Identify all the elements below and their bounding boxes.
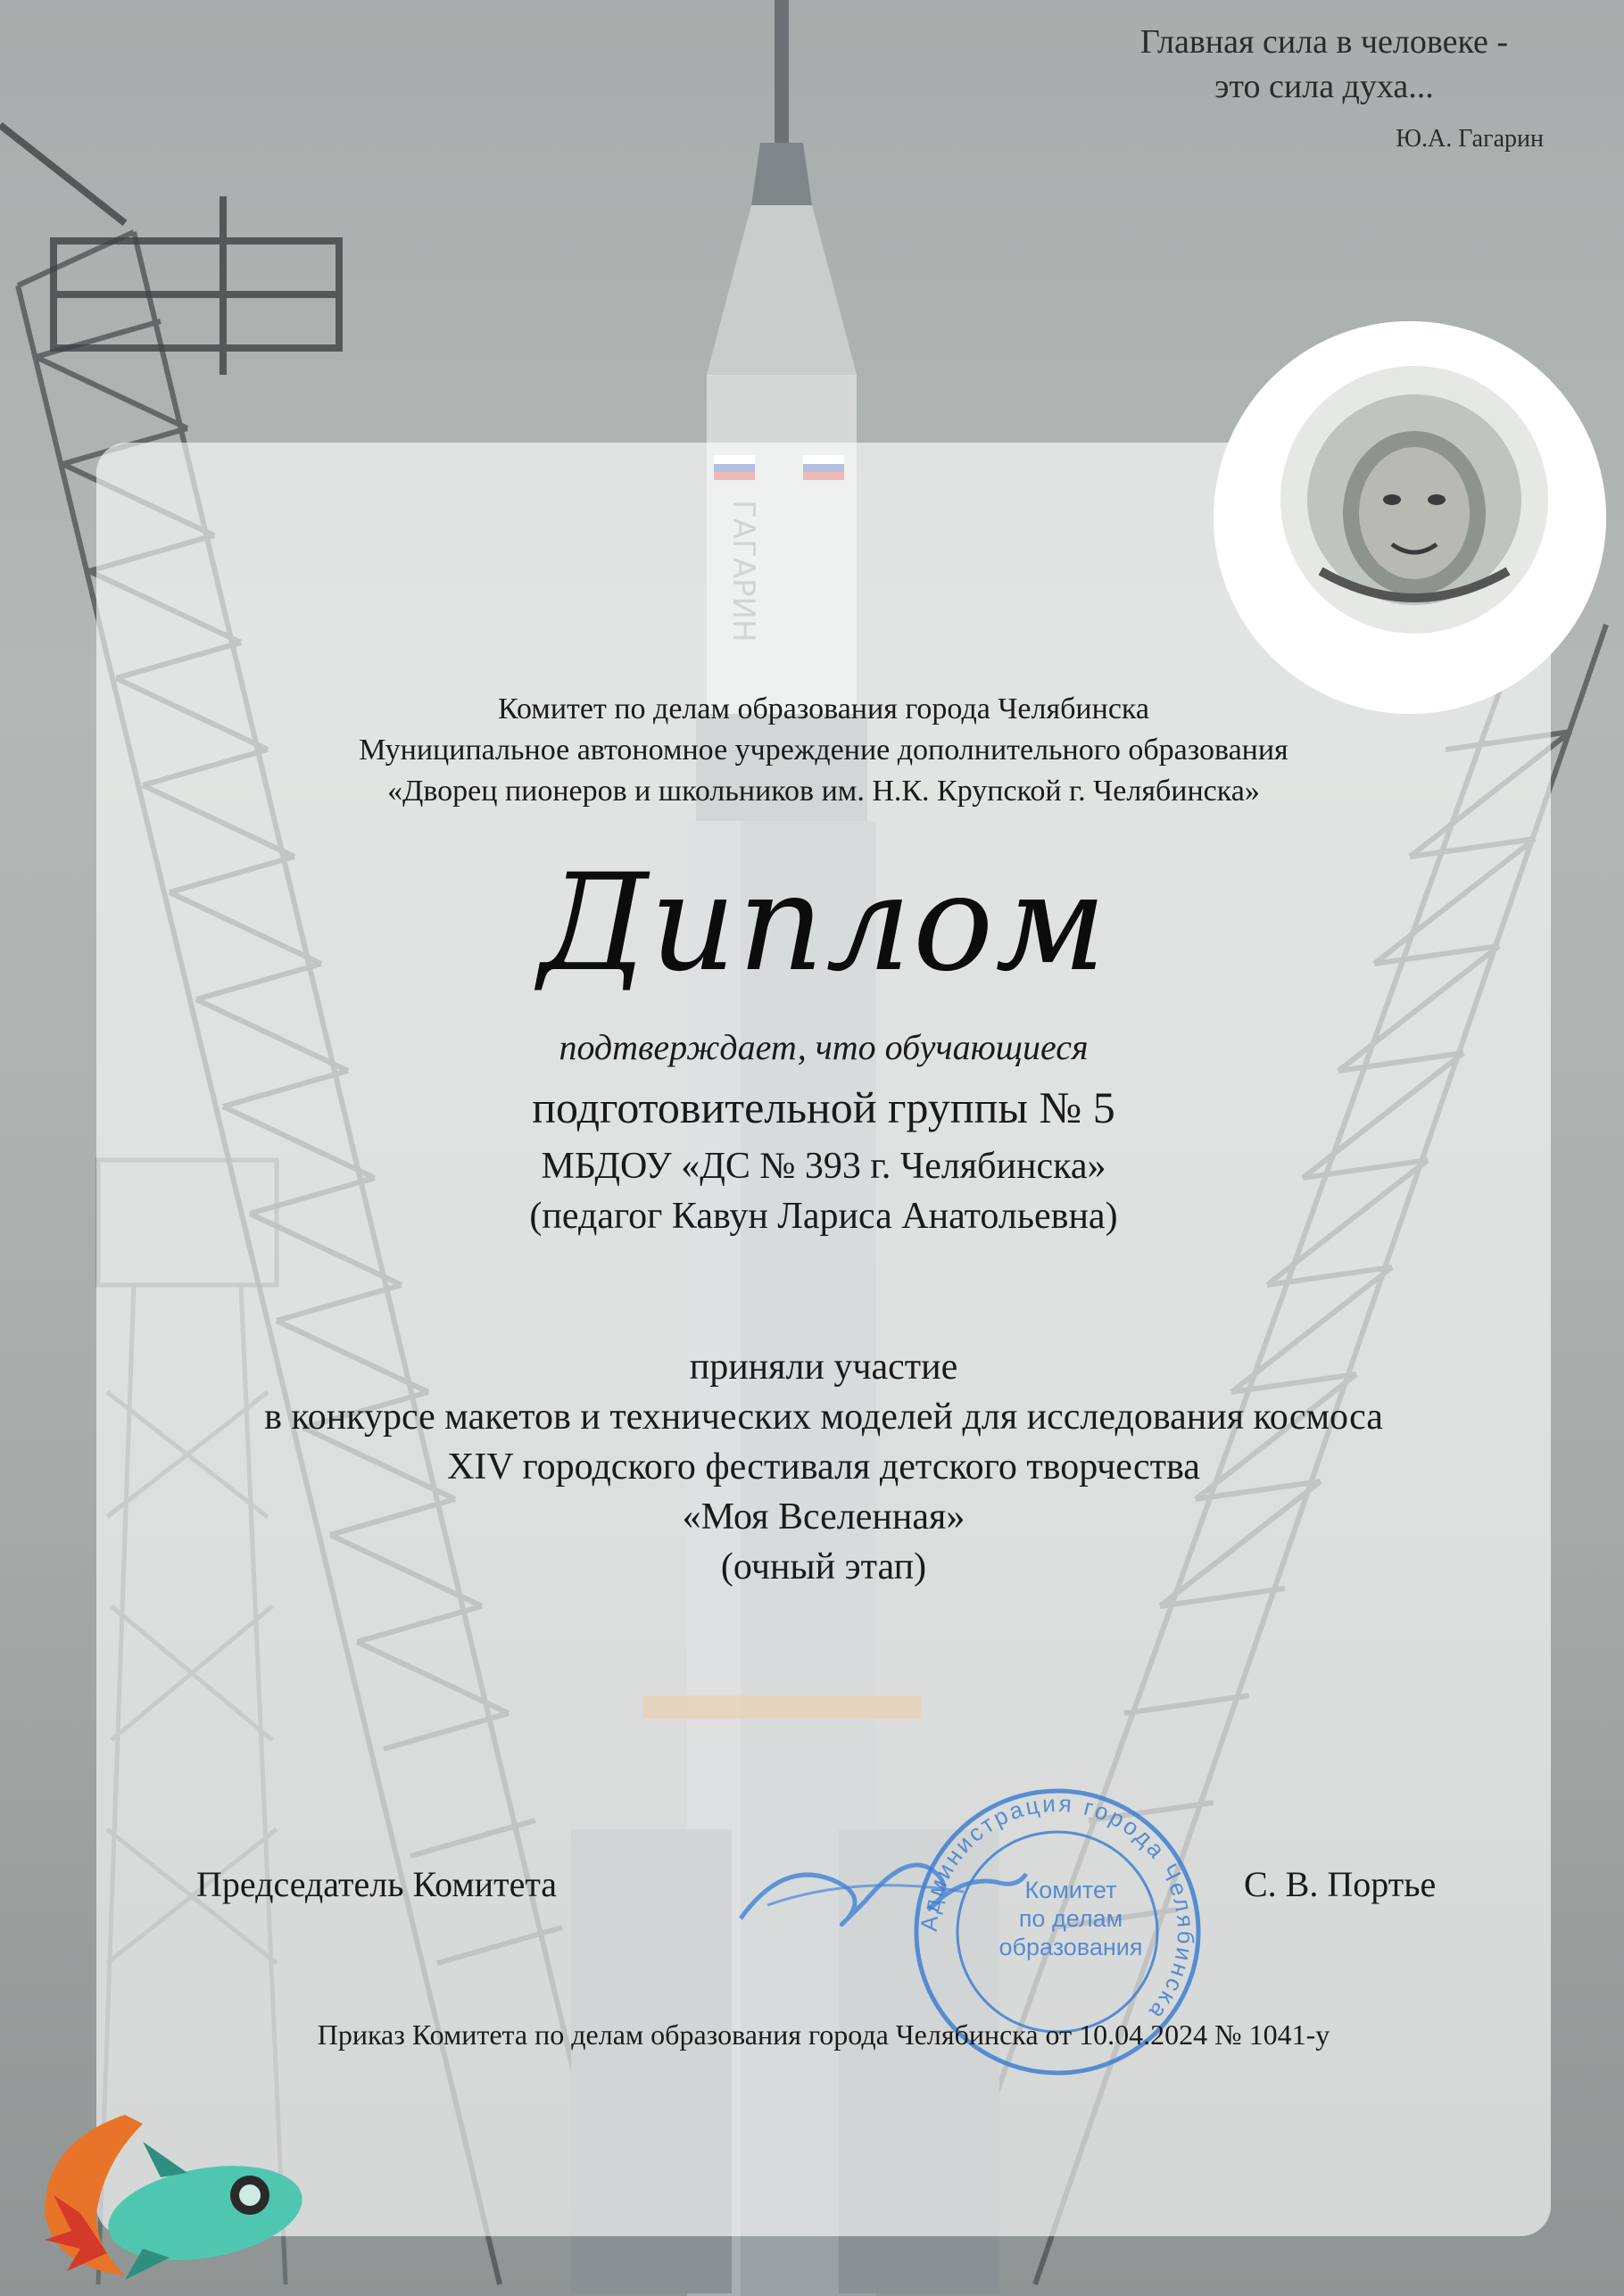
diploma-title: Диплом bbox=[539, 846, 1108, 1001]
epigraph-line-1: Главная сила в человеке - bbox=[1139, 23, 1508, 61]
teacher-name: (педагог Кавун Лариса Анатольевна) bbox=[529, 1196, 1118, 1237]
epigraph bbox=[1139, 20, 1544, 157]
rocket-logo-icon bbox=[27, 2106, 321, 2284]
organization-line-1: Комитет по делам образования города Челябинска bbox=[497, 692, 1150, 725]
group-name: подготовительной группы № 5 bbox=[532, 1082, 1115, 1132]
participation-line-3: XIV городского фестиваля детского творчества bbox=[447, 1446, 1200, 1488]
signatory-position: Председатель Комитета bbox=[196, 1864, 558, 1904]
signatory-name: С. В. Портье bbox=[1244, 1864, 1437, 1904]
stamp-center-line-1: Комитет bbox=[1024, 1877, 1117, 1903]
participation-line-2: в конкурсе макетов и технических моделей для исследования космоса bbox=[264, 1397, 1383, 1438]
school-name: МБДОУ «ДС № 393 г. Челябинска» bbox=[541, 1146, 1106, 1187]
organization-header bbox=[96, 689, 1551, 812]
organization-line-3: «Дворец пионеров и школьников им. Н.К. Крупской г. Челябинска» bbox=[387, 775, 1260, 808]
stamp-ring-text: Администрация города Челябинска bbox=[915, 1789, 1200, 2027]
organization-line-2: Муниципальное автономное учреждение дополнительного образования bbox=[359, 734, 1288, 767]
stamp-center-line-2: по делам bbox=[1018, 1905, 1123, 1932]
participation-line-5: (очный этап) bbox=[720, 1546, 927, 1587]
participation-line-1: приняли участие bbox=[689, 1347, 958, 1388]
epigraph-author: Ю.А. Гагарин bbox=[1396, 125, 1544, 153]
stamp-center-line-3: образования bbox=[998, 1934, 1143, 1960]
epigraph-line-2: это сила духа... bbox=[1214, 68, 1434, 105]
participation-block bbox=[96, 1342, 1551, 1592]
stamp-center-text bbox=[982, 1876, 1160, 1961]
participation-line-4: «Моя Вселенная» bbox=[682, 1496, 965, 1538]
portrait-icon bbox=[1214, 321, 1606, 714]
confirms-text: подтверждает, что обучающиеся bbox=[559, 1027, 1089, 1067]
gagarin-portrait bbox=[1214, 321, 1606, 714]
order-reference: Приказ Комитета по делам образования города Челябинска от 10.04.2024 № 1041-у bbox=[317, 2018, 1330, 2051]
